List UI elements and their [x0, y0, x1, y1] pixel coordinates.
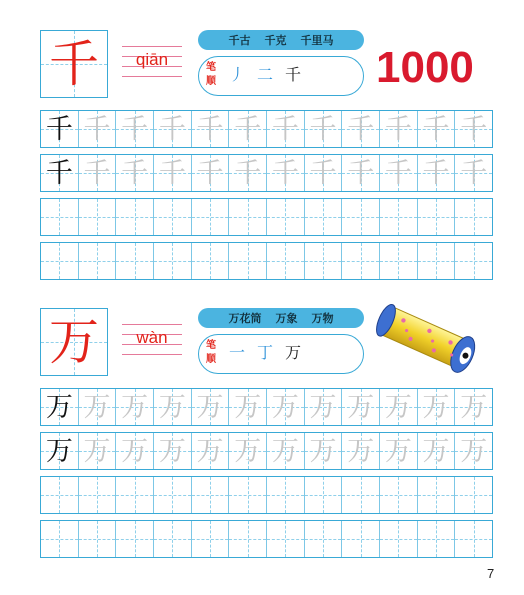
- practice-cell[interactable]: [380, 477, 418, 513]
- trace-character: 千: [309, 157, 337, 189]
- stroke-step: 万: [285, 343, 302, 362]
- practice-cell[interactable]: [267, 155, 305, 191]
- practice-cell[interactable]: [192, 521, 230, 557]
- practice-cell[interactable]: [154, 199, 192, 235]
- trace-character: 千: [384, 113, 412, 145]
- trace-character: 千: [234, 113, 262, 145]
- practice-cell[interactable]: [229, 433, 267, 469]
- stroke-step: 千: [285, 65, 302, 84]
- practice-cell[interactable]: [380, 155, 418, 191]
- main-character-box: [40, 30, 108, 98]
- practice-cell[interactable]: [455, 433, 492, 469]
- trace-character: 千: [271, 157, 299, 189]
- practice-cell[interactable]: [229, 111, 267, 147]
- trace-character: 千: [158, 113, 186, 145]
- practice-cell[interactable]: [267, 243, 305, 279]
- practice-cell[interactable]: [305, 433, 343, 469]
- model-character: 千: [45, 157, 73, 189]
- practice-cell[interactable]: [41, 155, 79, 191]
- practice-cell[interactable]: [79, 111, 117, 147]
- practice-cell[interactable]: [380, 111, 418, 147]
- practice-cell[interactable]: [305, 243, 343, 279]
- stroke-step: 丿: [229, 65, 246, 84]
- trace-character: 万: [460, 435, 488, 467]
- practice-cell[interactable]: [79, 521, 117, 557]
- trace-character: 千: [234, 157, 262, 189]
- trace-character: 万: [422, 435, 450, 467]
- pinyin: wàn: [136, 328, 168, 347]
- trace-character: 万: [121, 391, 149, 423]
- practice-cell[interactable]: [41, 389, 79, 425]
- practice-cell[interactable]: [418, 155, 456, 191]
- practice-cell[interactable]: [192, 389, 230, 425]
- pinyin-lines: [122, 324, 182, 356]
- practice-cell[interactable]: [418, 433, 456, 469]
- practice-cell[interactable]: [342, 433, 380, 469]
- model-character: 千: [45, 113, 73, 145]
- trace-character: 千: [422, 157, 450, 189]
- practice-cell[interactable]: [116, 433, 154, 469]
- stroke-order-label: 笔顺: [206, 340, 216, 365]
- trace-character: 千: [384, 157, 412, 189]
- trace-character: 万: [83, 391, 111, 423]
- practice-cell[interactable]: [380, 243, 418, 279]
- practice-cell[interactable]: [267, 111, 305, 147]
- model-character: 万: [45, 391, 73, 423]
- trace-character: 千: [196, 157, 224, 189]
- practice-cell[interactable]: [380, 521, 418, 557]
- practice-cell[interactable]: [79, 389, 117, 425]
- practice-cell[interactable]: [342, 521, 380, 557]
- practice-cell[interactable]: [154, 521, 192, 557]
- practice-cell[interactable]: [41, 477, 79, 513]
- practice-cell[interactable]: [455, 389, 492, 425]
- practice-cell[interactable]: [116, 243, 154, 279]
- trace-character: 万: [271, 391, 299, 423]
- practice-cell[interactable]: [41, 111, 79, 147]
- practice-cell[interactable]: [418, 389, 456, 425]
- practice-cell[interactable]: [380, 433, 418, 469]
- practice-cell[interactable]: [79, 433, 117, 469]
- pinyin-lines: [122, 46, 182, 78]
- trace-character: 千: [196, 113, 224, 145]
- practice-cell[interactable]: [380, 199, 418, 235]
- practice-cell[interactable]: [192, 111, 230, 147]
- practice-cell[interactable]: [342, 111, 380, 147]
- example-words: [198, 308, 364, 328]
- practice-cell[interactable]: [342, 477, 380, 513]
- practice-cell[interactable]: [305, 521, 343, 557]
- practice-row: [40, 432, 493, 470]
- word: 万花筒: [228, 312, 262, 325]
- practice-cell[interactable]: [41, 199, 79, 235]
- practice-cell[interactable]: [229, 521, 267, 557]
- word: 千克: [264, 34, 287, 47]
- page-number: 7: [487, 566, 495, 581]
- main-character: 千: [49, 35, 99, 93]
- practice-row: [40, 520, 493, 558]
- trace-character: 万: [83, 435, 111, 467]
- trace-character: 万: [196, 391, 224, 423]
- trace-character: 千: [347, 113, 375, 145]
- practice-cell[interactable]: [418, 521, 456, 557]
- practice-cell[interactable]: [154, 389, 192, 425]
- trace-character: 千: [83, 157, 111, 189]
- practice-row: [40, 198, 493, 236]
- word: 千里马: [300, 34, 334, 47]
- practice-cell[interactable]: [305, 111, 343, 147]
- practice-cell[interactable]: [305, 477, 343, 513]
- pinyin: qiān: [135, 50, 169, 69]
- number-display: 1000: [376, 43, 474, 92]
- stroke-step: 二: [257, 65, 274, 84]
- trace-character: 万: [158, 391, 186, 423]
- practice-cell[interactable]: [267, 477, 305, 513]
- practice-cell[interactable]: [267, 389, 305, 425]
- practice-cell[interactable]: [154, 111, 192, 147]
- practice-cell[interactable]: [41, 521, 79, 557]
- trace-character: 千: [121, 113, 149, 145]
- practice-cell[interactable]: [418, 477, 456, 513]
- practice-cell[interactable]: [267, 433, 305, 469]
- practice-cell[interactable]: [455, 199, 492, 235]
- practice-cell[interactable]: [116, 199, 154, 235]
- practice-cell[interactable]: [305, 199, 343, 235]
- stroke-step: 一: [229, 343, 246, 362]
- practice-cell[interactable]: [455, 111, 492, 147]
- word: 万象: [275, 312, 298, 325]
- practice-cell[interactable]: [418, 111, 456, 147]
- practice-row: [40, 154, 493, 192]
- practice-cell[interactable]: [116, 521, 154, 557]
- practice-cell[interactable]: [342, 155, 380, 191]
- trace-character: 万: [271, 435, 299, 467]
- practice-cell[interactable]: [154, 433, 192, 469]
- practice-cell[interactable]: [305, 389, 343, 425]
- trace-character: 千: [271, 113, 299, 145]
- practice-cell[interactable]: [154, 477, 192, 513]
- trace-character: 千: [309, 113, 337, 145]
- practice-cell[interactable]: [455, 243, 492, 279]
- trace-character: 千: [460, 157, 488, 189]
- trace-character: 千: [121, 157, 149, 189]
- practice-cell[interactable]: [116, 389, 154, 425]
- kaleidoscope-icon: [372, 302, 484, 376]
- trace-character: 千: [422, 113, 450, 145]
- practice-cell[interactable]: [418, 199, 456, 235]
- word: 千古: [228, 34, 251, 47]
- practice-cell[interactable]: [41, 433, 79, 469]
- practice-cell[interactable]: [79, 199, 117, 235]
- practice-cell[interactable]: [79, 243, 117, 279]
- practice-cell[interactable]: [192, 477, 230, 513]
- trace-character: 万: [384, 435, 412, 467]
- practice-cell[interactable]: [154, 155, 192, 191]
- trace-character: 万: [234, 391, 262, 423]
- main-character: 万: [49, 313, 99, 371]
- trace-character: 千: [158, 157, 186, 189]
- trace-character: 万: [196, 435, 224, 467]
- trace-character: 万: [347, 435, 375, 467]
- practice-cell[interactable]: [79, 477, 117, 513]
- trace-character: 千: [460, 113, 488, 145]
- practice-cell[interactable]: [116, 477, 154, 513]
- stroke-order-label: 笔顺: [206, 62, 216, 87]
- trace-character: 万: [309, 391, 337, 423]
- trace-character: 万: [309, 435, 337, 467]
- practice-cell[interactable]: [455, 477, 492, 513]
- example-words: [198, 30, 364, 50]
- practice-cell[interactable]: [116, 111, 154, 147]
- trace-character: 万: [158, 435, 186, 467]
- trace-character: 万: [422, 391, 450, 423]
- practice-cell[interactable]: [41, 243, 79, 279]
- practice-cell[interactable]: [267, 521, 305, 557]
- practice-cell[interactable]: [455, 155, 492, 191]
- trace-character: 万: [121, 435, 149, 467]
- practice-cell[interactable]: [229, 243, 267, 279]
- model-character: 万: [45, 435, 73, 467]
- practice-cell[interactable]: [79, 155, 117, 191]
- practice-row: [40, 110, 493, 148]
- practice-cell[interactable]: [342, 389, 380, 425]
- trace-character: 千: [83, 113, 111, 145]
- practice-cell[interactable]: [455, 521, 492, 557]
- practice-cell[interactable]: [192, 243, 230, 279]
- practice-row: [40, 388, 493, 426]
- practice-cell[interactable]: [418, 243, 456, 279]
- practice-cell[interactable]: [192, 155, 230, 191]
- trace-character: 万: [384, 391, 412, 423]
- practice-cell[interactable]: [229, 477, 267, 513]
- stroke-order-box: [198, 56, 364, 96]
- practice-cell[interactable]: [229, 155, 267, 191]
- word: 万物: [311, 312, 334, 325]
- practice-cell[interactable]: [305, 155, 343, 191]
- trace-character: 万: [347, 391, 375, 423]
- stroke-order-box: [198, 334, 364, 374]
- practice-cell[interactable]: [192, 433, 230, 469]
- practice-cell[interactable]: [229, 389, 267, 425]
- practice-cell[interactable]: [342, 243, 380, 279]
- trace-character: 万: [234, 435, 262, 467]
- practice-cell[interactable]: [267, 199, 305, 235]
- trace-character: 千: [347, 157, 375, 189]
- practice-cell[interactable]: [229, 199, 267, 235]
- practice-cell[interactable]: [116, 155, 154, 191]
- stroke-step: 丁: [257, 343, 274, 362]
- main-character-box: [40, 308, 108, 376]
- practice-cell[interactable]: [342, 199, 380, 235]
- practice-row: [40, 476, 493, 514]
- practice-cell[interactable]: [192, 199, 230, 235]
- practice-row: [40, 242, 493, 280]
- practice-cell[interactable]: [154, 243, 192, 279]
- trace-character: 万: [460, 391, 488, 423]
- practice-cell[interactable]: [380, 389, 418, 425]
